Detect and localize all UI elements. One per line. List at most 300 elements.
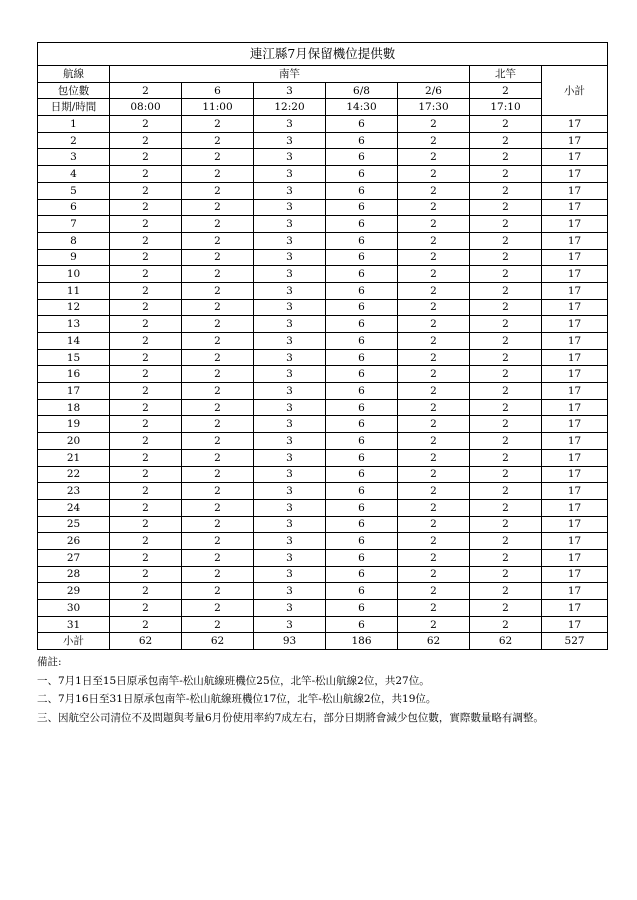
day-cell: 6 bbox=[38, 199, 110, 216]
day-cell: 22 bbox=[38, 466, 110, 483]
table-row bbox=[38, 449, 608, 466]
seat-value-cell: 2 bbox=[110, 166, 182, 183]
row-subtotal-cell: 17 bbox=[542, 449, 608, 466]
day-cell: 28 bbox=[38, 566, 110, 583]
time-cell: 14:30 bbox=[326, 99, 398, 116]
grand-total-cell: 527 bbox=[542, 633, 608, 650]
seat-value-cell: 3 bbox=[254, 216, 326, 233]
seat-value-cell: 2 bbox=[182, 483, 254, 500]
seat-value-cell: 2 bbox=[398, 182, 470, 199]
table-row bbox=[38, 232, 608, 249]
seat-value-cell: 6 bbox=[326, 416, 398, 433]
seat-value-cell: 6 bbox=[326, 549, 398, 566]
seat-value-cell: 6 bbox=[326, 182, 398, 199]
title-row bbox=[38, 43, 608, 66]
seat-value-cell: 2 bbox=[398, 600, 470, 617]
row-subtotal-cell: 17 bbox=[542, 583, 608, 600]
row-subtotal-cell: 17 bbox=[542, 433, 608, 450]
table-row bbox=[38, 282, 608, 299]
seat-value-cell: 2 bbox=[470, 549, 542, 566]
seat-value-cell: 2 bbox=[110, 266, 182, 283]
seat-value-cell: 3 bbox=[254, 433, 326, 450]
seat-value-cell: 2 bbox=[182, 399, 254, 416]
seat-value-cell: 2 bbox=[470, 516, 542, 533]
seat-value-cell: 2 bbox=[110, 232, 182, 249]
seat-value-cell: 2 bbox=[182, 216, 254, 233]
seat-value-cell: 2 bbox=[182, 499, 254, 516]
seat-value-cell: 2 bbox=[470, 383, 542, 400]
seat-value-cell: 3 bbox=[254, 249, 326, 266]
seat-allocation-table bbox=[37, 42, 608, 650]
seat-value-cell: 2 bbox=[110, 449, 182, 466]
seat-value-cell: 3 bbox=[254, 583, 326, 600]
seat-count-row bbox=[38, 82, 608, 99]
seat-value-cell: 2 bbox=[182, 232, 254, 249]
seat-value-cell: 2 bbox=[398, 383, 470, 400]
seat-value-cell: 2 bbox=[398, 333, 470, 350]
seat-value-cell: 6 bbox=[326, 466, 398, 483]
row-subtotal-cell: 17 bbox=[542, 533, 608, 550]
seat-allocation-sheet bbox=[37, 42, 608, 650]
time-cell: 11:00 bbox=[182, 99, 254, 116]
row-subtotal-cell: 17 bbox=[542, 232, 608, 249]
row-subtotal-cell: 17 bbox=[542, 383, 608, 400]
seat-value-cell: 2 bbox=[398, 199, 470, 216]
row-subtotal-cell: 17 bbox=[542, 499, 608, 516]
seat-value-cell: 2 bbox=[470, 566, 542, 583]
seat-value-cell: 2 bbox=[110, 600, 182, 617]
day-cell: 19 bbox=[38, 416, 110, 433]
row-subtotal-cell: 17 bbox=[542, 466, 608, 483]
seat-value-cell: 2 bbox=[398, 516, 470, 533]
notes-section bbox=[37, 655, 612, 729]
seat-value-cell: 3 bbox=[254, 266, 326, 283]
seat-value-cell: 3 bbox=[254, 533, 326, 550]
day-cell: 20 bbox=[38, 433, 110, 450]
row-subtotal-cell: 17 bbox=[542, 116, 608, 133]
day-cell: 27 bbox=[38, 549, 110, 566]
seat-value-cell: 6 bbox=[326, 449, 398, 466]
seat-value-cell: 2 bbox=[182, 516, 254, 533]
seat-value-cell: 6 bbox=[326, 116, 398, 133]
day-cell: 4 bbox=[38, 166, 110, 183]
seat-value-cell: 2 bbox=[398, 282, 470, 299]
seat-value-cell: 2 bbox=[182, 600, 254, 617]
seat-value-cell: 2 bbox=[470, 316, 542, 333]
seat-value-cell: 2 bbox=[470, 433, 542, 450]
seat-value-cell: 3 bbox=[254, 116, 326, 133]
seat-value-cell: 2 bbox=[398, 132, 470, 149]
seat-value-cell: 3 bbox=[254, 316, 326, 333]
seat-value-cell: 6 bbox=[326, 516, 398, 533]
seat-value-cell: 2 bbox=[182, 549, 254, 566]
seat-value-cell: 3 bbox=[254, 349, 326, 366]
seat-value-cell: 6 bbox=[326, 366, 398, 383]
day-cell: 14 bbox=[38, 333, 110, 350]
seat-value-cell: 2 bbox=[470, 116, 542, 133]
route-row bbox=[38, 66, 608, 83]
table-row bbox=[38, 533, 608, 550]
seat-value-cell: 2 bbox=[182, 249, 254, 266]
row-subtotal-cell: 17 bbox=[542, 249, 608, 266]
seat-value-cell: 6 bbox=[326, 499, 398, 516]
seat-value-cell: 2 bbox=[110, 132, 182, 149]
table-row bbox=[38, 466, 608, 483]
seat-value-cell: 3 bbox=[254, 166, 326, 183]
seat-value-cell: 2 bbox=[182, 366, 254, 383]
seat-value-cell: 6 bbox=[326, 399, 398, 416]
seat-value-cell: 2 bbox=[398, 116, 470, 133]
seat-value-cell: 2 bbox=[398, 149, 470, 166]
seat-value-cell: 3 bbox=[254, 566, 326, 583]
day-cell: 13 bbox=[38, 316, 110, 333]
seat-value-cell: 2 bbox=[398, 399, 470, 416]
seat-value-cell: 2 bbox=[110, 182, 182, 199]
seat-value-cell: 2 bbox=[110, 216, 182, 233]
seat-value-cell: 2 bbox=[182, 333, 254, 350]
table-row bbox=[38, 583, 608, 600]
seat-value-cell: 2 bbox=[182, 433, 254, 450]
seat-count-cell: 3 bbox=[254, 82, 326, 99]
seat-value-cell: 2 bbox=[470, 583, 542, 600]
day-cell: 21 bbox=[38, 449, 110, 466]
day-cell: 25 bbox=[38, 516, 110, 533]
row-subtotal-cell: 17 bbox=[542, 333, 608, 350]
seat-value-cell: 2 bbox=[470, 282, 542, 299]
row-subtotal-cell: 17 bbox=[542, 483, 608, 500]
seat-value-cell: 2 bbox=[110, 483, 182, 500]
table-row bbox=[38, 149, 608, 166]
day-cell: 16 bbox=[38, 366, 110, 383]
day-cell: 18 bbox=[38, 399, 110, 416]
row-subtotal-cell: 17 bbox=[542, 132, 608, 149]
row-subtotal-cell: 17 bbox=[542, 282, 608, 299]
table-row bbox=[38, 132, 608, 149]
table-row bbox=[38, 549, 608, 566]
row-subtotal-cell: 17 bbox=[542, 199, 608, 216]
table-row bbox=[38, 483, 608, 500]
seat-value-cell: 2 bbox=[470, 449, 542, 466]
seat-value-cell: 3 bbox=[254, 333, 326, 350]
seat-value-cell: 2 bbox=[398, 566, 470, 583]
column-total-cell: 93 bbox=[254, 633, 326, 650]
seat-value-cell: 2 bbox=[182, 383, 254, 400]
note-item: 二、7月16日至31日原承包南竿-松山航線班機位17位，北竿-松山航線2位，共19位。 bbox=[37, 693, 437, 705]
seat-value-cell: 2 bbox=[398, 166, 470, 183]
seat-value-cell: 3 bbox=[254, 282, 326, 299]
seat-value-cell: 2 bbox=[182, 466, 254, 483]
seat-value-cell: 6 bbox=[326, 566, 398, 583]
seat-value-cell: 2 bbox=[110, 533, 182, 550]
seat-value-cell: 6 bbox=[326, 433, 398, 450]
notes-heading: 備註: bbox=[37, 656, 62, 668]
table-row bbox=[38, 299, 608, 316]
seat-value-cell: 2 bbox=[470, 533, 542, 550]
row-subtotal-cell: 17 bbox=[542, 616, 608, 633]
note-item: 三、因航空公司清位不及問題與考量6月份使用率約7成左右，部分日期將會減少包位數，實際數量略有調整。 bbox=[37, 711, 544, 724]
seat-value-cell: 3 bbox=[254, 466, 326, 483]
seat-value-cell: 6 bbox=[326, 349, 398, 366]
seat-value-cell: 6 bbox=[326, 232, 398, 249]
seat-count-cell: 6/8 bbox=[326, 82, 398, 99]
day-cell: 12 bbox=[38, 299, 110, 316]
seats-label: 包位數 bbox=[38, 82, 110, 99]
row-subtotal-cell: 17 bbox=[542, 399, 608, 416]
seat-value-cell: 2 bbox=[398, 416, 470, 433]
day-cell: 31 bbox=[38, 616, 110, 633]
seat-value-cell: 2 bbox=[470, 266, 542, 283]
seat-value-cell: 6 bbox=[326, 149, 398, 166]
table-row bbox=[38, 416, 608, 433]
table-row bbox=[38, 349, 608, 366]
totals-row bbox=[38, 633, 608, 650]
table-row bbox=[38, 566, 608, 583]
table-row bbox=[38, 216, 608, 233]
seat-value-cell: 2 bbox=[470, 466, 542, 483]
seat-value-cell: 2 bbox=[110, 333, 182, 350]
row-subtotal-cell: 17 bbox=[542, 349, 608, 366]
seat-value-cell: 2 bbox=[398, 299, 470, 316]
seat-value-cell: 3 bbox=[254, 366, 326, 383]
seat-value-cell: 6 bbox=[326, 299, 398, 316]
seat-value-cell: 2 bbox=[398, 216, 470, 233]
seat-value-cell: 6 bbox=[326, 483, 398, 500]
table-row bbox=[38, 116, 608, 133]
seat-value-cell: 2 bbox=[470, 199, 542, 216]
column-total-cell: 62 bbox=[470, 633, 542, 650]
seat-value-cell: 2 bbox=[182, 416, 254, 433]
seat-count-cell: 2 bbox=[110, 82, 182, 99]
seat-count-cell: 6 bbox=[182, 82, 254, 99]
seat-value-cell: 2 bbox=[470, 232, 542, 249]
seat-value-cell: 6 bbox=[326, 583, 398, 600]
row-subtotal-cell: 17 bbox=[542, 600, 608, 617]
subtotal-header: 小計 bbox=[542, 66, 608, 116]
seat-value-cell: 2 bbox=[470, 182, 542, 199]
row-subtotal-cell: 17 bbox=[542, 149, 608, 166]
row-subtotal-cell: 17 bbox=[542, 216, 608, 233]
seat-value-cell: 2 bbox=[398, 266, 470, 283]
seat-value-cell: 2 bbox=[398, 433, 470, 450]
seat-value-cell: 2 bbox=[470, 149, 542, 166]
seat-value-cell: 3 bbox=[254, 600, 326, 617]
seat-value-cell: 2 bbox=[110, 616, 182, 633]
table-row bbox=[38, 366, 608, 383]
seat-value-cell: 3 bbox=[254, 449, 326, 466]
table-row bbox=[38, 266, 608, 283]
seat-value-cell: 2 bbox=[470, 416, 542, 433]
row-subtotal-cell: 17 bbox=[542, 366, 608, 383]
table-row bbox=[38, 399, 608, 416]
seat-value-cell: 2 bbox=[182, 266, 254, 283]
seat-value-cell: 2 bbox=[182, 616, 254, 633]
seat-value-cell: 3 bbox=[254, 299, 326, 316]
day-cell: 30 bbox=[38, 600, 110, 617]
datetime-label: 日期/時間 bbox=[38, 99, 110, 116]
day-cell: 7 bbox=[38, 216, 110, 233]
seat-value-cell: 3 bbox=[254, 399, 326, 416]
table-row bbox=[38, 166, 608, 183]
seat-value-cell: 3 bbox=[254, 383, 326, 400]
day-cell: 9 bbox=[38, 249, 110, 266]
seat-value-cell: 6 bbox=[326, 533, 398, 550]
table-row bbox=[38, 199, 608, 216]
seat-value-cell: 2 bbox=[110, 433, 182, 450]
seat-value-cell: 2 bbox=[398, 249, 470, 266]
seat-value-cell: 3 bbox=[254, 499, 326, 516]
seat-value-cell: 6 bbox=[326, 199, 398, 216]
seat-value-cell: 2 bbox=[470, 216, 542, 233]
row-subtotal-cell: 17 bbox=[542, 166, 608, 183]
seat-value-cell: 3 bbox=[254, 232, 326, 249]
seat-value-cell: 2 bbox=[470, 333, 542, 350]
seat-value-cell: 2 bbox=[470, 132, 542, 149]
column-total-cell: 62 bbox=[398, 633, 470, 650]
seat-value-cell: 6 bbox=[326, 333, 398, 350]
seat-count-cell: 2 bbox=[470, 82, 542, 99]
seat-value-cell: 2 bbox=[398, 616, 470, 633]
table-row bbox=[38, 249, 608, 266]
seat-value-cell: 3 bbox=[254, 416, 326, 433]
table-row bbox=[38, 600, 608, 617]
seat-value-cell: 2 bbox=[182, 149, 254, 166]
seat-value-cell: 2 bbox=[182, 116, 254, 133]
seat-count-cell: 2/6 bbox=[398, 82, 470, 99]
totals-label: 小計 bbox=[38, 633, 110, 650]
day-cell: 2 bbox=[38, 132, 110, 149]
table-row bbox=[38, 499, 608, 516]
seat-value-cell: 6 bbox=[326, 383, 398, 400]
seat-value-cell: 3 bbox=[254, 149, 326, 166]
column-total-cell: 62 bbox=[182, 633, 254, 650]
table-row bbox=[38, 333, 608, 350]
seat-value-cell: 2 bbox=[110, 349, 182, 366]
seat-value-cell: 2 bbox=[110, 282, 182, 299]
row-subtotal-cell: 17 bbox=[542, 416, 608, 433]
seat-value-cell: 2 bbox=[110, 466, 182, 483]
seat-value-cell: 2 bbox=[182, 299, 254, 316]
seat-value-cell: 2 bbox=[110, 516, 182, 533]
seat-value-cell: 2 bbox=[470, 483, 542, 500]
seat-value-cell: 3 bbox=[254, 549, 326, 566]
seat-value-cell: 3 bbox=[254, 199, 326, 216]
seat-value-cell: 2 bbox=[182, 349, 254, 366]
day-cell: 3 bbox=[38, 149, 110, 166]
time-cell: 17:30 bbox=[398, 99, 470, 116]
seat-value-cell: 2 bbox=[110, 549, 182, 566]
seat-value-cell: 2 bbox=[110, 416, 182, 433]
day-cell: 8 bbox=[38, 232, 110, 249]
seat-value-cell: 2 bbox=[110, 316, 182, 333]
table-row bbox=[38, 383, 608, 400]
day-cell: 1 bbox=[38, 116, 110, 133]
table-row bbox=[38, 516, 608, 533]
seat-value-cell: 3 bbox=[254, 182, 326, 199]
seat-value-cell: 2 bbox=[182, 199, 254, 216]
seat-value-cell: 2 bbox=[182, 449, 254, 466]
seat-value-cell: 2 bbox=[398, 449, 470, 466]
row-subtotal-cell: 17 bbox=[542, 516, 608, 533]
row-subtotal-cell: 17 bbox=[542, 266, 608, 283]
time-cell: 17:10 bbox=[470, 99, 542, 116]
table-row bbox=[38, 433, 608, 450]
seat-value-cell: 2 bbox=[398, 232, 470, 249]
seat-value-cell: 2 bbox=[470, 616, 542, 633]
table-row bbox=[38, 316, 608, 333]
row-subtotal-cell: 17 bbox=[542, 566, 608, 583]
seat-value-cell: 6 bbox=[326, 216, 398, 233]
seat-value-cell: 6 bbox=[326, 600, 398, 617]
seat-value-cell: 2 bbox=[110, 383, 182, 400]
seat-value-cell: 2 bbox=[470, 499, 542, 516]
seat-value-cell: 2 bbox=[398, 366, 470, 383]
seat-value-cell: 6 bbox=[326, 616, 398, 633]
seat-value-cell: 3 bbox=[254, 483, 326, 500]
seat-value-cell: 2 bbox=[110, 249, 182, 266]
seat-value-cell: 2 bbox=[110, 399, 182, 416]
seat-value-cell: 2 bbox=[398, 499, 470, 516]
seat-value-cell: 2 bbox=[398, 466, 470, 483]
seat-value-cell: 2 bbox=[182, 316, 254, 333]
seat-value-cell: 2 bbox=[182, 282, 254, 299]
table-title: 連江縣7月保留機位提供數 bbox=[38, 43, 608, 66]
seat-value-cell: 2 bbox=[398, 583, 470, 600]
day-cell: 26 bbox=[38, 533, 110, 550]
day-cell: 29 bbox=[38, 583, 110, 600]
day-cell: 10 bbox=[38, 266, 110, 283]
seat-value-cell: 6 bbox=[326, 249, 398, 266]
seat-value-cell: 2 bbox=[110, 566, 182, 583]
row-subtotal-cell: 17 bbox=[542, 182, 608, 199]
day-cell: 24 bbox=[38, 499, 110, 516]
seat-value-cell: 2 bbox=[398, 483, 470, 500]
seat-value-cell: 2 bbox=[182, 166, 254, 183]
seat-value-cell: 2 bbox=[398, 349, 470, 366]
seat-value-cell: 6 bbox=[326, 282, 398, 299]
seat-value-cell: 2 bbox=[110, 299, 182, 316]
seat-value-cell: 6 bbox=[326, 132, 398, 149]
seat-value-cell: 3 bbox=[254, 516, 326, 533]
seat-value-cell: 2 bbox=[470, 299, 542, 316]
seat-value-cell: 2 bbox=[398, 533, 470, 550]
seat-value-cell: 2 bbox=[182, 566, 254, 583]
seat-value-cell: 2 bbox=[470, 366, 542, 383]
seat-value-cell: 3 bbox=[254, 616, 326, 633]
day-cell: 15 bbox=[38, 349, 110, 366]
seat-value-cell: 2 bbox=[182, 533, 254, 550]
day-cell: 5 bbox=[38, 182, 110, 199]
route-label: 航線 bbox=[38, 66, 110, 83]
seat-value-cell: 2 bbox=[110, 199, 182, 216]
table-row bbox=[38, 182, 608, 199]
seat-value-cell: 2 bbox=[110, 366, 182, 383]
seat-value-cell: 2 bbox=[470, 166, 542, 183]
seat-value-cell: 2 bbox=[470, 249, 542, 266]
day-cell: 23 bbox=[38, 483, 110, 500]
row-subtotal-cell: 17 bbox=[542, 316, 608, 333]
beigan-header: 北竿 bbox=[470, 66, 542, 83]
column-total-cell: 186 bbox=[326, 633, 398, 650]
seat-value-cell: 2 bbox=[398, 316, 470, 333]
seat-value-cell: 2 bbox=[110, 499, 182, 516]
seat-value-cell: 6 bbox=[326, 166, 398, 183]
seat-value-cell: 2 bbox=[182, 583, 254, 600]
day-cell: 17 bbox=[38, 383, 110, 400]
seat-value-cell: 2 bbox=[110, 116, 182, 133]
seat-value-cell: 2 bbox=[398, 549, 470, 566]
table-row bbox=[38, 616, 608, 633]
seat-value-cell: 3 bbox=[254, 132, 326, 149]
